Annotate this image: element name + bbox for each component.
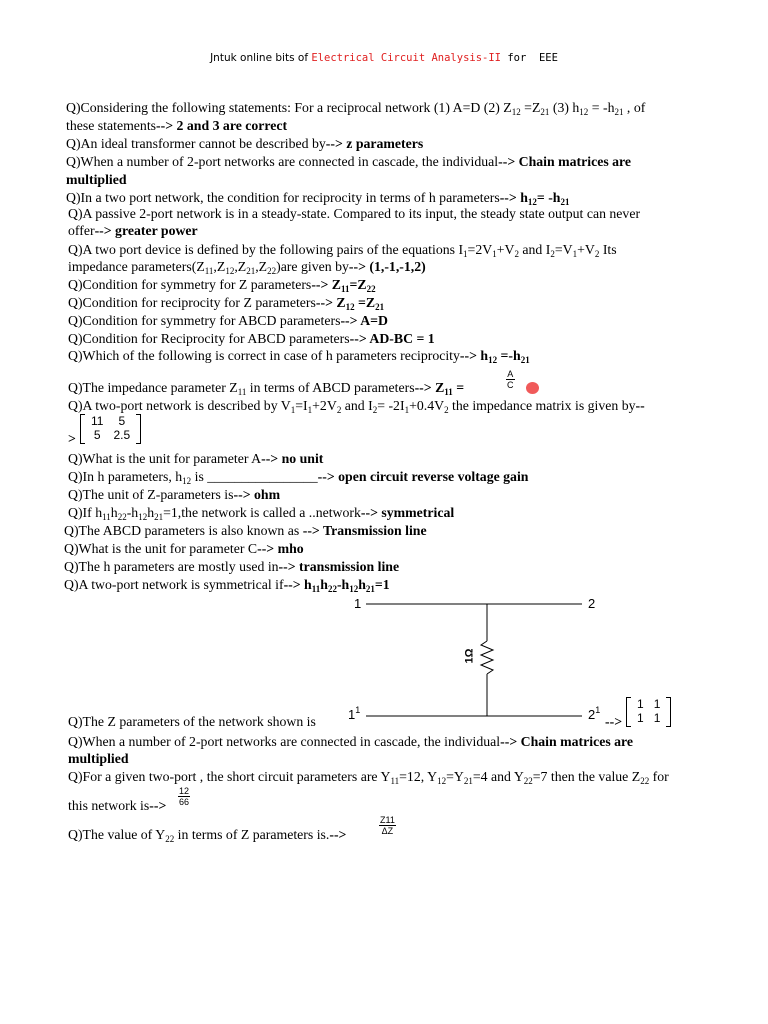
node-2-label: 2 xyxy=(588,596,596,611)
header-subject: Electrical Circuit Analysis-II xyxy=(311,52,502,64)
q24-line1: Q)For a given two-port , the short circuit parameters are $Y_{11}=12$, $Y_{12}=Y_{21}=4$ and $Y_{22}=7$ then the value $Z_{22}$ for xyxy=(68,769,669,786)
q18-answer: --> Transmission line xyxy=(302,523,427,538)
q13-answer-arrow: -- xyxy=(635,398,645,413)
q22: Q)The Z parameters of the network shown is xyxy=(68,714,316,729)
q2: Q)An ideal transformer cannot be described by--> z parameters xyxy=(66,136,424,151)
q23-answer-cont: multiplied xyxy=(68,751,129,766)
q6-line2: impedance $parameters(Z_{11},Z_{12},Z_{21},Z_{22})are$ given by--> (1,-1,-1,2) xyxy=(68,259,426,276)
q25: Q)The value of $Y_{22}$ in terms of Z parameters is.--> xyxy=(68,827,347,844)
q12-answer: --> $Z_{11}$ = xyxy=(414,380,465,397)
q25-fraction: $\frac{Z11}{\Delta Z}$ xyxy=(380,815,395,836)
header-for: for xyxy=(501,52,533,64)
q21-answer: --> $h_{11}h_{22}-h_{12}h_{21}=1$ xyxy=(283,577,390,594)
q13-arrow-cont: > xyxy=(68,431,76,446)
q25-answer: --> xyxy=(329,827,347,842)
q24-line2: this network is--> xyxy=(68,798,167,813)
q4: Q)In a two port network, the condition for reciprocity in terms of h parameters--> $h_{12}= -h_{21}$ xyxy=(66,190,570,207)
q11-answer: --> $h_{12} =-h_{21}$ xyxy=(459,348,530,365)
q9-answer: --> A=D xyxy=(340,313,388,328)
q7-answer: --> $Z_{11}=Z_{22}$ xyxy=(311,277,376,294)
q1-line1: Q)Considering the following statements: For a reciprocal network (1) A=D (2) $Z_{12} =Z_{21}$ (3) $h_{12} = -h_{21}$ , of xyxy=(66,100,646,117)
q3-answer: --> Chain matrices are xyxy=(498,154,632,169)
resistor-label: 1Ω xyxy=(463,648,476,664)
q18: Q)The ABCD parameters is also known as --> Transmission line xyxy=(64,523,427,538)
q15-answer: --> open circuit reverse voltage gain xyxy=(317,469,529,484)
q16: Q)The unit of Z-parameters is--> ohm xyxy=(68,487,281,502)
q5-line1: Q)A passive 2-port network is in a steady-state. Compared to its input, the steady state output can never xyxy=(68,206,641,221)
q20-answer: --> transmission line xyxy=(278,559,400,574)
q6-answer: --> (1,-1,-1,2) xyxy=(348,259,426,274)
q4-answer: --> $h_{12}= -h_{21}$ xyxy=(499,190,570,207)
q15: Q)In h parameters, $h_{12}$ is ________________--> open circuit reverse voltage gain xyxy=(68,469,529,486)
q5-line2: offer--> greater power xyxy=(68,223,198,238)
q22-arrow: --> xyxy=(605,714,623,729)
q23-answer: --> Chain matrices are xyxy=(500,734,634,749)
q12: Q)The impedance parameter $Z_{11}$ in terms of ABCD parameters--> $Z_{11}$ = xyxy=(68,380,465,397)
q8: Q)Condition for reciprocity for Z parameters--> $Z_{12} =Z_{21}$ xyxy=(68,295,385,312)
q21: Q)A two-port network is symmetrical $if--> h_{11}h_{22}-h_{12}h_{21}=1$ xyxy=(64,577,390,594)
header-prefix: Jntuk online bits of xyxy=(210,52,312,64)
resistor-symbol xyxy=(481,641,493,674)
q1-line2: these statements--> 2 and 3 are correct xyxy=(66,118,288,133)
q16-answer: --> ohm xyxy=(233,487,281,502)
q14: Q)What is the unit for parameter A--> no unit xyxy=(68,451,324,466)
node-1-label: 1 xyxy=(354,596,362,611)
q2-answer: --> z parameters xyxy=(325,136,424,151)
q24-answer: --> xyxy=(149,798,167,813)
q14-answer: --> no unit xyxy=(261,451,324,466)
q1-answer: --> 2 and 3 are correct xyxy=(156,118,288,133)
q6-line1: Q)A two port device is defined by the following pairs of the equations $I_1=2V_1+V_2$ and $I_2=V_1+V_2$ Its xyxy=(68,242,617,259)
q3-answer-cont: multiplied xyxy=(66,172,127,187)
q24-fraction: $\frac{12}{66}$ xyxy=(179,786,190,807)
q3: Q)When a number of 2-port networks are connected in cascade, the individual--> Chain matrices are xyxy=(66,154,632,169)
q13-matrix: 11 5 5 2.5 xyxy=(80,414,141,442)
q22-matrix: 1 1 1 1 xyxy=(626,697,671,725)
q7: Q)Condition for symmetry for Z parameters--> $Z_{11}=Z_{22}$ xyxy=(68,277,376,294)
node-1-prime-label: $1^1$ xyxy=(348,705,361,722)
q12-fraction: $\frac{A}{C}$ xyxy=(507,369,514,390)
header-branch: EEE xyxy=(532,52,558,64)
node-2-prime-label: $2^1$ xyxy=(588,705,601,722)
q9: Q)Condition for symmetry for ABCD parameters--> A=D xyxy=(68,313,388,328)
q11: Q)Which of the following is correct in case of h parameters reciprocity--> $h_{12} =-h_{21}$ xyxy=(68,348,530,365)
q5-answer: --> greater power xyxy=(94,223,198,238)
q13: Q)A two-port network is described by $V_1=I_1+2V_2$ and $I_2= -2I_1+0.4V_2$ the impedance matrix is given by-- xyxy=(68,398,645,415)
q19: Q)What is the unit for parameter C--> mho xyxy=(64,541,304,556)
q8-answer: --> $Z_{12} =Z_{21}$ xyxy=(315,295,385,312)
q10-answer: --> AD-BC = 1 xyxy=(349,331,435,346)
q23: Q)When a number of 2-port networks are connected in cascade, the individual--> Chain matrices are xyxy=(68,734,634,749)
q17-answer: --> symmetrical xyxy=(360,505,455,520)
q10: Q)Condition for Reciprocity for ABCD parameters--> AD-BC = 1 xyxy=(68,331,435,346)
q20: Q)The h parameters are mostly used in--> transmission line xyxy=(64,559,400,574)
q17: Q)If $h_{11}h_{22}-h_{12}h_{21}=1,the$ network is called a ..network--> symmetrical xyxy=(68,505,455,522)
q19-answer: --> mho xyxy=(257,541,304,556)
